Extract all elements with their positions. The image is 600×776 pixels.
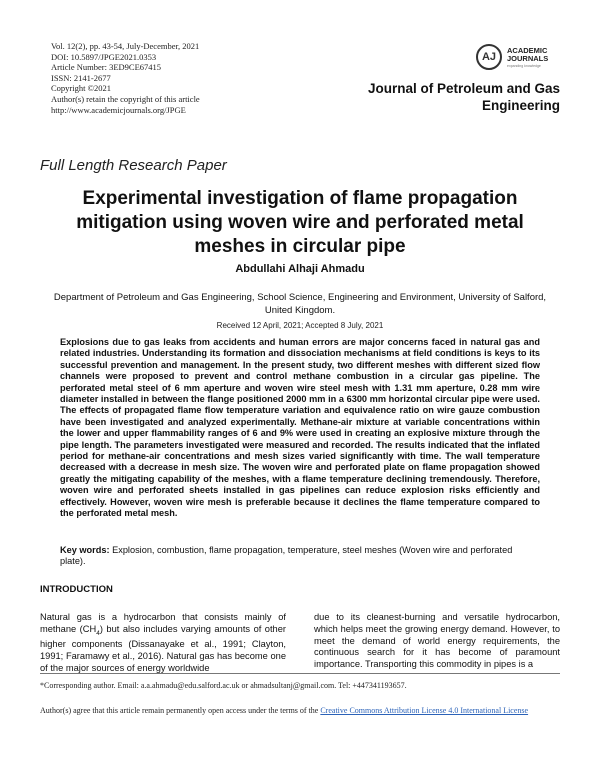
journal-name-line-2: Engineering — [481, 98, 560, 113]
doi-line: DOI: 10.5897/JPGE2021.0353 — [51, 51, 157, 62]
journal-name — [368, 80, 560, 114]
logo-tagline: expanding knowledge — [507, 64, 541, 68]
footnote-divider — [40, 673, 560, 674]
license-note-text: Author(s) agree that this article remain permanently open access under the terms of the — [40, 706, 321, 715]
intro-column-left — [40, 612, 286, 675]
article-number-line: Article Number: 3ED9CE67415 — [51, 62, 162, 73]
journal-url-line: http://www.academicjournals.org/JPGE — [51, 104, 186, 115]
author-affiliation: Department of Petroleum and Gas Engineering, School Science, Engineering and Environment, University of Salford, United Kingdom. — [53, 292, 547, 316]
journal-name-line-1: Journal of Petroleum and Gas — [367, 81, 560, 96]
article-type: Full Length Research Paper — [40, 157, 227, 174]
author-name: Abdullahi Alhaji Ahmadu — [235, 263, 365, 275]
title-line-3: meshes in circular pipe — [194, 236, 406, 257]
article-metadata — [51, 41, 351, 115]
keywords-text: Explosion, combustion, flame propagation, temperature, steel meshes (Woven wire and perforated plate). — [60, 545, 513, 567]
section-heading-introduction: INTRODUCTION — [40, 584, 113, 595]
logo-wordmark — [507, 47, 548, 63]
license-link[interactable]: Creative Commons Attribution License 4.0 International License — [320, 706, 529, 715]
intro-left-text-a: Natural gas is a hydrocarbon that consists mainly of methane (CH — [40, 612, 286, 634]
volume-line: Vol. 12(2), pp. 43-54, July-December, 2021 — [51, 41, 200, 51]
paper-title — [40, 187, 560, 259]
received-accepted-dates: Received 12 April, 2021; Accepted 8 July, 2021 — [216, 321, 384, 330]
license-note — [40, 706, 560, 717]
issn-line: ISSN: 2141-2677 — [51, 72, 111, 83]
academic-journals-logo — [476, 44, 586, 74]
intro-left-subscript: 4 — [96, 629, 100, 637]
intro-left-text-b: ) but also includes varying amounts of other higher components (Dissanayake et al., 1991; Clayton, 1991; Faramawy et al., 2016). Natural gas has become one of the major sources of energy worldwide — [40, 623, 286, 674]
keywords — [60, 545, 540, 568]
title-line-2: mitigation using woven wire and perforated metal — [76, 212, 524, 233]
keywords-label: Key words: — [60, 545, 110, 555]
intro-column-right: due to its cleanest-burning and versatile hydrocarbon, which helps meet the growing energy demand. However, to meet the demand of world energy requirements, the continuous search for it has become of paramount importance. Transporting this commodity in pipes is a — [314, 612, 560, 670]
logo-word-1: ACADEMIC — [507, 46, 548, 55]
rights-line: Author(s) retain the copyright of this article — [51, 93, 200, 104]
corresponding-author-note: *Corresponding author. Email: a.a.ahmadu@edu.salford.ac.uk or ahmadsultanj@gmail.com. Tel: +447341193657. — [40, 681, 407, 690]
copyright-line: Copyright ©2021 — [51, 83, 112, 94]
abstract: Explosions due to gas leaks from accidents and human errors are major concerns faced in natural gas and related industries. Understanding its formation and dissociation mechanisms at field conditions is keys to its successful prevention and management. In the present study, two different meshes with different sized flow channels were proposed to prevent and control methane combustion in a circular gas pipeline. The perforated metal steel of 6 mm aperture and woven wire steel mesh with 1.31 mm aperture, 0.28 mm wire diameter installed in between the flange positioned 2000 mm in a 6300 mm horizontal circular pipe were used. The effects of propagated flame flow temperature variation and equivalence ratio on wire gauze combustion have been investigated and analyzed experimentally. Methane-air mixture at variable concentrations within the lower and upper flammability ranges of 6 and 9% were used in creating an explosive mixture through the pipe length. The parameters investigated were measured and recorded. The results indicated that the inflated period for methane-air concentrations and mesh sizes varied significantly with time. The wall temperature decreased with a decrease in mesh size. The woven wire and perforated plate on flame propagation showed greatly the mitigating capability of the meshes, with a flame temperature declining tremendously. Therefore, woven wire and perforated sheets installed in gas pipelines can reduce explosion risks efficiently and effectively. However, woven wire mesh is preferable because it declines the flame temperature compared to the perforated metal mesh. — [60, 337, 540, 519]
title-line-1: Experimental investigation of flame propagation — [82, 188, 518, 209]
aj-logo-icon: AJ — [476, 44, 502, 70]
logo-word-2: JOURNALS — [507, 54, 549, 63]
